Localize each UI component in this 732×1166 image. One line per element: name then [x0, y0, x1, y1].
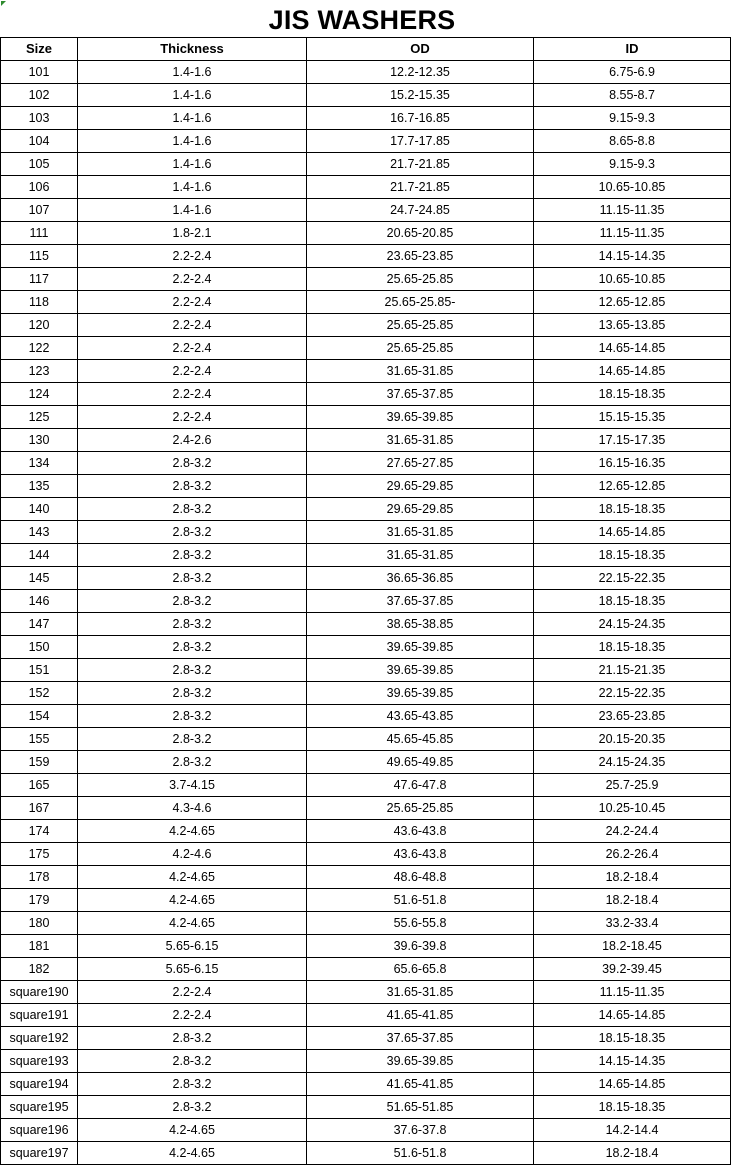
cell-od[interactable]: 43.6-43.8: [307, 843, 534, 866]
cell-size[interactable]: 151: [1, 659, 78, 682]
cell-id[interactable]: 20.15-20.35: [534, 728, 731, 751]
cell-od[interactable]: 31.65-31.85: [307, 429, 534, 452]
cell-size[interactable]: square195: [1, 1096, 78, 1119]
cell-od[interactable]: 45.65-45.85: [307, 728, 534, 751]
cell-thickness[interactable]: 2.8-3.2: [78, 728, 307, 751]
cell-thickness[interactable]: 1.4-1.6: [78, 176, 307, 199]
table-row: [1, 866, 731, 889]
cell-thickness[interactable]: 2.8-3.2: [78, 1073, 307, 1096]
cell-id[interactable]: 15.15-15.35: [534, 406, 731, 429]
cell-size[interactable]: 120: [1, 314, 78, 337]
table-row: [1, 1142, 731, 1165]
cell-thickness[interactable]: 4.3-4.6: [78, 797, 307, 820]
table-header: [1, 38, 731, 61]
cell-id[interactable]: 17.15-17.35: [534, 429, 731, 452]
cell-size[interactable]: square191: [1, 1004, 78, 1027]
cell-size[interactable]: 181: [1, 935, 78, 958]
cell-id[interactable]: 18.2-18.45: [534, 935, 731, 958]
cell-od[interactable]: 39.6-39.8: [307, 935, 534, 958]
table-row: [1, 659, 731, 682]
cell-od[interactable]: 31.65-31.85: [307, 544, 534, 567]
table-row: [1, 268, 731, 291]
table-row: [1, 636, 731, 659]
cell-thickness[interactable]: 2.8-3.2: [78, 521, 307, 544]
cell-size[interactable]: 179: [1, 889, 78, 912]
cell-id[interactable]: 9.15-9.3: [534, 153, 731, 176]
cell-size[interactable]: 105: [1, 153, 78, 176]
cell-size[interactable]: 118: [1, 291, 78, 314]
table-row: [1, 291, 731, 314]
cell-thickness[interactable]: 2.2-2.4: [78, 337, 307, 360]
cell-id[interactable]: 9.15-9.3: [534, 107, 731, 130]
cell-od[interactable]: 25.65-25.85: [307, 797, 534, 820]
cell-id[interactable]: 18.15-18.35: [534, 1027, 731, 1050]
cell-thickness[interactable]: 2.2-2.4: [78, 383, 307, 406]
table-row: [1, 360, 731, 383]
table-row: [1, 521, 731, 544]
cell-thickness[interactable]: 2.8-3.2: [78, 590, 307, 613]
cell-id[interactable]: 18.15-18.35: [534, 636, 731, 659]
cell-size[interactable]: 174: [1, 820, 78, 843]
cell-size[interactable]: 143: [1, 521, 78, 544]
column-header-id[interactable]: ID: [534, 38, 731, 61]
cell-id[interactable]: 18.15-18.35: [534, 544, 731, 567]
cell-od[interactable]: 51.65-51.85: [307, 1096, 534, 1119]
cell-size[interactable]: 106: [1, 176, 78, 199]
cell-id[interactable]: 8.65-8.8: [534, 130, 731, 153]
cell-od[interactable]: 25.65-25.85: [307, 337, 534, 360]
cell-size[interactable]: 104: [1, 130, 78, 153]
cell-od[interactable]: 25.65-25.85: [307, 314, 534, 337]
cell-id[interactable]: 11.15-11.35: [534, 981, 731, 1004]
cell-id[interactable]: 18.2-18.4: [534, 1142, 731, 1165]
cell-id[interactable]: 25.7-25.9: [534, 774, 731, 797]
cell-thickness[interactable]: 2.8-3.2: [78, 1050, 307, 1073]
cell-size[interactable]: 167: [1, 797, 78, 820]
table-body: [1, 61, 731, 1165]
cell-thickness[interactable]: 2.2-2.4: [78, 268, 307, 291]
cell-size[interactable]: 155: [1, 728, 78, 751]
cell-size[interactable]: square194: [1, 1073, 78, 1096]
cell-od[interactable]: 47.6-47.8: [307, 774, 534, 797]
table-row: [1, 84, 731, 107]
table-row: [1, 981, 731, 1004]
cell-id[interactable]: 22.15-22.35: [534, 567, 731, 590]
cell-od[interactable]: 39.65-39.85: [307, 682, 534, 705]
cell-thickness[interactable]: 4.2-4.65: [78, 889, 307, 912]
cell-id[interactable]: 22.15-22.35: [534, 682, 731, 705]
cell-od[interactable]: 27.65-27.85: [307, 452, 534, 475]
cell-id[interactable]: 10.65-10.85: [534, 176, 731, 199]
header-row: [1, 38, 731, 61]
table-row: [1, 843, 731, 866]
cell-size[interactable]: 115: [1, 245, 78, 268]
cell-thickness[interactable]: 1.4-1.6: [78, 199, 307, 222]
cell-od[interactable]: 21.7-21.85: [307, 176, 534, 199]
cell-id[interactable]: 18.15-18.35: [534, 383, 731, 406]
cell-od[interactable]: 41.65-41.85: [307, 1073, 534, 1096]
table-row: [1, 682, 731, 705]
cell-od[interactable]: 31.65-31.85: [307, 360, 534, 383]
table-row: [1, 751, 731, 774]
table-row: [1, 1096, 731, 1119]
table-row: [1, 958, 731, 981]
cell-thickness[interactable]: 1.4-1.6: [78, 153, 307, 176]
cell-size[interactable]: square196: [1, 1119, 78, 1142]
table-row: [1, 314, 731, 337]
cell-thickness[interactable]: 4.2-4.65: [78, 912, 307, 935]
cell-od[interactable]: 12.2-12.35: [307, 61, 534, 84]
cell-id[interactable]: 24.15-24.35: [534, 613, 731, 636]
table-row: [1, 475, 731, 498]
cell-id[interactable]: 16.15-16.35: [534, 452, 731, 475]
cell-size[interactable]: 102: [1, 84, 78, 107]
cell-thickness[interactable]: 3.7-4.15: [78, 774, 307, 797]
cell-thickness[interactable]: 2.8-3.2: [78, 452, 307, 475]
cell-od[interactable]: 43.6-43.8: [307, 820, 534, 843]
cell-id[interactable]: 6.75-6.9: [534, 61, 731, 84]
cell-size[interactable]: 182: [1, 958, 78, 981]
cell-thickness[interactable]: 2.8-3.2: [78, 498, 307, 521]
cell-size[interactable]: 107: [1, 199, 78, 222]
cell-id[interactable]: 14.15-14.35: [534, 1050, 731, 1073]
cell-thickness[interactable]: 1.4-1.6: [78, 61, 307, 84]
cell-od[interactable]: 29.65-29.85: [307, 498, 534, 521]
table-row: [1, 567, 731, 590]
table-row: [1, 889, 731, 912]
cell-od[interactable]: 51.6-51.8: [307, 1142, 534, 1165]
cell-thickness[interactable]: 2.2-2.4: [78, 406, 307, 429]
cell-od[interactable]: 17.7-17.85: [307, 130, 534, 153]
table-row: [1, 222, 731, 245]
cell-thickness[interactable]: 2.8-3.2: [78, 659, 307, 682]
cell-thickness[interactable]: 2.8-3.2: [78, 567, 307, 590]
cell-thickness[interactable]: 2.2-2.4: [78, 291, 307, 314]
cell-od[interactable]: 37.65-37.85: [307, 1027, 534, 1050]
cell-id[interactable]: 10.25-10.45: [534, 797, 731, 820]
cell-id[interactable]: 14.65-14.85: [534, 521, 731, 544]
column-header-thickness[interactable]: Thickness: [78, 38, 307, 61]
washers-table: [0, 37, 731, 1165]
table-row: [1, 935, 731, 958]
table-row: [1, 820, 731, 843]
cell-od[interactable]: 37.65-37.85: [307, 590, 534, 613]
table-row: [1, 245, 731, 268]
cell-thickness[interactable]: 1.4-1.6: [78, 130, 307, 153]
cell-od[interactable]: 31.65-31.85: [307, 521, 534, 544]
cell-od[interactable]: 38.65-38.85: [307, 613, 534, 636]
cell-id[interactable]: 18.15-18.35: [534, 1096, 731, 1119]
cell-thickness[interactable]: 2.2-2.4: [78, 981, 307, 1004]
cell-id[interactable]: 14.65-14.85: [534, 1004, 731, 1027]
table-row: [1, 544, 731, 567]
cell-size[interactable]: 130: [1, 429, 78, 452]
cell-id[interactable]: 18.15-18.35: [534, 590, 731, 613]
table-row: [1, 452, 731, 475]
cell-id[interactable]: 14.65-14.85: [534, 337, 731, 360]
cell-od[interactable]: 39.65-39.85: [307, 406, 534, 429]
cell-size[interactable]: square193: [1, 1050, 78, 1073]
cell-thickness[interactable]: 4.2-4.65: [78, 820, 307, 843]
cell-id[interactable]: 8.55-8.7: [534, 84, 731, 107]
cell-thickness[interactable]: 2.4-2.6: [78, 429, 307, 452]
cell-id[interactable]: 14.65-14.85: [534, 1073, 731, 1096]
table-row: [1, 1050, 731, 1073]
cell-od[interactable]: 48.6-48.8: [307, 866, 534, 889]
cell-od[interactable]: 25.65-25.85-: [307, 291, 534, 314]
cell-od[interactable]: 15.2-15.35: [307, 84, 534, 107]
table-row: [1, 705, 731, 728]
table-row: [1, 590, 731, 613]
cell-id[interactable]: 11.15-11.35: [534, 222, 731, 245]
cell-size[interactable]: square192: [1, 1027, 78, 1050]
cell-size[interactable]: 140: [1, 498, 78, 521]
cell-size[interactable]: 150: [1, 636, 78, 659]
cell-od[interactable]: 31.65-31.85: [307, 981, 534, 1004]
cell-id[interactable]: 24.15-24.35: [534, 751, 731, 774]
cell-id[interactable]: 13.65-13.85: [534, 314, 731, 337]
table-row: [1, 774, 731, 797]
cell-id[interactable]: 10.65-10.85: [534, 268, 731, 291]
cell-thickness[interactable]: 4.2-4.65: [78, 866, 307, 889]
page-title: JIS WASHERS: [268, 5, 456, 35]
cell-id[interactable]: 21.15-21.35: [534, 659, 731, 682]
cell-id[interactable]: 14.2-14.4: [534, 1119, 731, 1142]
table-row: [1, 107, 731, 130]
cell-od[interactable]: 29.65-29.85: [307, 475, 534, 498]
cell-od[interactable]: 51.6-51.8: [307, 889, 534, 912]
cell-thickness[interactable]: 2.8-3.2: [78, 682, 307, 705]
cell-id[interactable]: 12.65-12.85: [534, 475, 731, 498]
cell-thickness[interactable]: 2.8-3.2: [78, 1027, 307, 1050]
cell-size[interactable]: 165: [1, 774, 78, 797]
table-row: [1, 176, 731, 199]
cell-thickness[interactable]: 5.65-6.15: [78, 935, 307, 958]
cell-size[interactable]: 145: [1, 567, 78, 590]
cell-od[interactable]: 21.7-21.85: [307, 153, 534, 176]
table-row: [1, 613, 731, 636]
table-row: [1, 199, 731, 222]
cell-size[interactable]: 125: [1, 406, 78, 429]
cell-size[interactable]: 175: [1, 843, 78, 866]
table-row: [1, 429, 731, 452]
cell-id[interactable]: 26.2-26.4: [534, 843, 731, 866]
table-row: [1, 1119, 731, 1142]
cell-thickness[interactable]: 2.8-3.2: [78, 544, 307, 567]
cell-id[interactable]: 39.2-39.45: [534, 958, 731, 981]
cell-od[interactable]: 16.7-16.85: [307, 107, 534, 130]
cell-od[interactable]: 65.6-65.8: [307, 958, 534, 981]
cell-od[interactable]: 23.65-23.85: [307, 245, 534, 268]
cell-od[interactable]: 41.65-41.85: [307, 1004, 534, 1027]
table-row: [1, 1073, 731, 1096]
cell-od[interactable]: 39.65-39.85: [307, 659, 534, 682]
cell-id[interactable]: 18.15-18.35: [534, 498, 731, 521]
cell-size[interactable]: 103: [1, 107, 78, 130]
cell-id[interactable]: 23.65-23.85: [534, 705, 731, 728]
cell-thickness[interactable]: 2.8-3.2: [78, 636, 307, 659]
cell-od[interactable]: 20.65-20.85: [307, 222, 534, 245]
cell-size[interactable]: square190: [1, 981, 78, 1004]
cell-od[interactable]: 37.65-37.85: [307, 383, 534, 406]
cell-od[interactable]: 49.65-49.85: [307, 751, 534, 774]
table-row: [1, 1004, 731, 1027]
cell-size[interactable]: 146: [1, 590, 78, 613]
cell-id[interactable]: 33.2-33.4: [534, 912, 731, 935]
table-row: [1, 61, 731, 84]
cell-size[interactable]: 123: [1, 360, 78, 383]
cell-thickness[interactable]: 2.8-3.2: [78, 751, 307, 774]
cell-thickness[interactable]: 5.65-6.15: [78, 958, 307, 981]
cell-size[interactable]: 124: [1, 383, 78, 406]
cell-thickness[interactable]: 4.2-4.65: [78, 1119, 307, 1142]
cell-size[interactable]: 122: [1, 337, 78, 360]
cell-size[interactable]: 159: [1, 751, 78, 774]
cell-od[interactable]: 37.6-37.8: [307, 1119, 534, 1142]
cell-size[interactable]: 180: [1, 912, 78, 935]
cell-id[interactable]: 24.2-24.4: [534, 820, 731, 843]
cell-size[interactable]: square197: [1, 1142, 78, 1165]
cell-od[interactable]: 43.65-43.85: [307, 705, 534, 728]
cell-size[interactable]: 101: [1, 61, 78, 84]
cell-size[interactable]: 135: [1, 475, 78, 498]
table-row: [1, 1027, 731, 1050]
cell-id[interactable]: 11.15-11.35: [534, 199, 731, 222]
cell-thickness[interactable]: 2.2-2.4: [78, 314, 307, 337]
cell-od[interactable]: 39.65-39.85: [307, 1050, 534, 1073]
cell-thickness[interactable]: 2.8-3.2: [78, 613, 307, 636]
cell-thickness[interactable]: 2.8-3.2: [78, 1096, 307, 1119]
cell-size[interactable]: 152: [1, 682, 78, 705]
cell-size[interactable]: 144: [1, 544, 78, 567]
cell-size[interactable]: 178: [1, 866, 78, 889]
cell-thickness[interactable]: 4.2-4.6: [78, 843, 307, 866]
cell-thickness[interactable]: 1.4-1.6: [78, 107, 307, 130]
cell-od[interactable]: 25.65-25.85: [307, 268, 534, 291]
cell-id[interactable]: 14.15-14.35: [534, 245, 731, 268]
cell-size[interactable]: 117: [1, 268, 78, 291]
cell-size[interactable]: 154: [1, 705, 78, 728]
cell-thickness[interactable]: 1.8-2.1: [78, 222, 307, 245]
table-row: [1, 797, 731, 820]
table-row: [1, 153, 731, 176]
cell-id[interactable]: 18.2-18.4: [534, 889, 731, 912]
cell-od[interactable]: 24.7-24.85: [307, 199, 534, 222]
table-row: [1, 406, 731, 429]
table-row: [1, 130, 731, 153]
cell-id[interactable]: 14.65-14.85: [534, 360, 731, 383]
cell-size[interactable]: 134: [1, 452, 78, 475]
cell-thickness[interactable]: 2.2-2.4: [78, 1004, 307, 1027]
cell-od[interactable]: 55.6-55.8: [307, 912, 534, 935]
cell-thickness[interactable]: 2.2-2.4: [78, 360, 307, 383]
table-row: [1, 337, 731, 360]
cell-od[interactable]: 39.65-39.85: [307, 636, 534, 659]
cell-size[interactable]: 147: [1, 613, 78, 636]
table-row: [1, 912, 731, 935]
cell-thickness[interactable]: 1.4-1.6: [78, 84, 307, 107]
cell-id[interactable]: 18.2-18.4: [534, 866, 731, 889]
cell-od[interactable]: 36.65-36.85: [307, 567, 534, 590]
cell-thickness[interactable]: 4.2-4.65: [78, 1142, 307, 1165]
cell-thickness[interactable]: 2.8-3.2: [78, 705, 307, 728]
cell-id[interactable]: 12.65-12.85: [534, 291, 731, 314]
table-row: [1, 498, 731, 521]
table-row: [1, 728, 731, 751]
column-header-size[interactable]: Size: [1, 38, 78, 61]
cell-size[interactable]: 111: [1, 222, 78, 245]
cell-thickness[interactable]: 2.2-2.4: [78, 245, 307, 268]
column-header-od[interactable]: OD: [307, 38, 534, 61]
table-row: [1, 383, 731, 406]
cell-thickness[interactable]: 2.8-3.2: [78, 475, 307, 498]
